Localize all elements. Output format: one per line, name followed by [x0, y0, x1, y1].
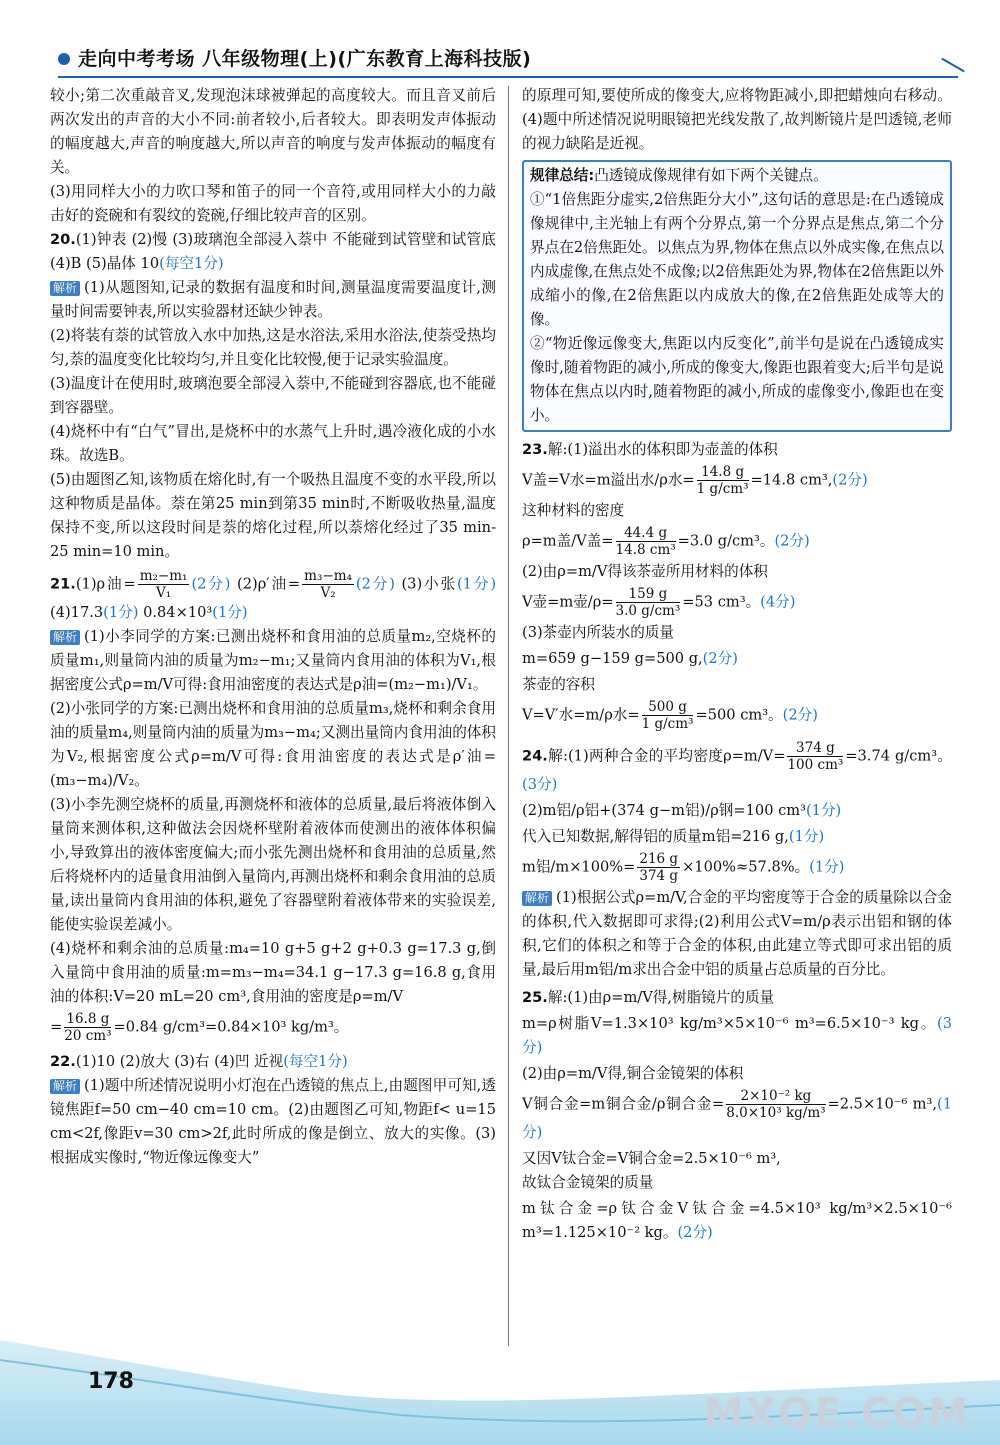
q19-part3: (3)用同样大小的力吹口琴和笛子的同一个音符,或用同样大小的力敲击好的瓷碗和有裂纹的瓷碗,仔细比较声音的区别。	[50, 183, 496, 224]
q21-score-4: (1分)	[103, 604, 139, 621]
q24-line-2	[522, 799, 952, 823]
q23-line-3: (2)由ρ=m/V得该茶壶所用材料的体积	[522, 563, 768, 580]
q22-number: 22.	[50, 1053, 76, 1070]
q23-score-3: (4分)	[760, 593, 796, 611]
q21-density-fraction: $\frac{16.8 g}{\text{20 cm³}}$	[64, 1011, 112, 1044]
q24-fraction-1: $\frac{374 g}{\text{100 cm³}}$	[787, 740, 844, 773]
q23-line-5: 茶壶的容积	[522, 676, 595, 693]
header-rule-tick	[941, 58, 965, 73]
q20-answer	[50, 228, 496, 276]
q25-formula-4-text: m钛合金=ρ钛合金V钛合金=4.5×10³ kg/m³×2.5×10⁻⁶ m³=1.125×10⁻² kg。	[522, 1200, 952, 1241]
analysis-tag: 解析	[50, 630, 80, 645]
q25-line-3: 又因V钛合金=V铜合金=2.5×10⁻⁶ m³,	[522, 1150, 781, 1167]
q23-formula-3	[522, 586, 952, 619]
q23-formula-1	[522, 464, 952, 497]
column-divider	[508, 86, 509, 1346]
q21-number: 21.	[50, 575, 76, 593]
q23-text-1: 解:(1)溢出水的体积即为壶盖的体积	[547, 441, 778, 458]
q21-analysis-1-text: (1)小李同学的方案:已测出烧杯和食用油的总质量m₂,空烧杯的质量m₁,则量筒内油的质量为m₂−m₁;又量筒内食用油的体积为V₁,根据密度公式ρ=m/V可得:食用油密度的表达式是ρ油=(m₂−m₁)/V₁。	[50, 628, 496, 693]
q24-number: 24.	[522, 747, 548, 765]
q23-score-1: (2分)	[832, 471, 868, 489]
q25-formula-1-text: m=ρ树脂V=1.3×10³ kg/m³×5×10⁻⁶ m³=6.5×10⁻³ kg。	[522, 1015, 938, 1032]
q23-formula-1-lhs: V盖=V水=m溢出水/ρ水=	[522, 471, 695, 489]
q24-text-4: m铝/m×100%=	[522, 858, 636, 876]
q24-analysis	[522, 886, 952, 982]
q24-score-4: (1分)	[809, 858, 845, 876]
q23-formula-2-result: =3.0 g/cm³。	[677, 532, 775, 550]
q25-formula-4	[522, 1197, 952, 1245]
q23-fraction-5: $\frac{500 g}{\text{1 g/cm³}}$	[641, 699, 694, 732]
q24-analysis-text: (1)根据公式ρ=m/V,合金的平均密度等于合金的质量除以合金的体积,代入数据即可求得;(2)利用公式V=m/ρ表示出铝和钢的体积,它们的体积之和等于合金的体积,由此建立等式即可求出铝的质量,最后用m铝/m求出合金中铝的质量占总质量的百分比。	[522, 889, 952, 978]
q22-continuation: 的原理可知,要使所成的像变大,应将物距减小,即把蜡烛向右移动。(4)题中所述情况说明眼镜把光线发散了,故判断镜片是凹透镜,老师的视力缺陷是近视。	[522, 87, 952, 152]
q21-analysis-4: (4)烧杯和剩余油的总质量:m₄=10 g+5 g+2 g+0.3 g=17.3 g,倒入量筒中食用油的质量:m=m₃−m₄=34.1 g−17.3 g=16.8 g,食用油的体积:V=20 mL=20 cm³,食用油的密度是ρ=m/V	[50, 940, 496, 1005]
q20-analysis-3: (3)温度计在使用时,玻璃泡要全部浸入萘中,不能碰到容器底,也不能碰到容器壁。	[50, 375, 496, 416]
q23-formula-4	[522, 647, 952, 671]
q22-answer-text: (1)10 (2)放大 (3)右 (4)凹 近视	[75, 1053, 284, 1070]
analysis-tag: 解析	[50, 1079, 80, 1094]
q25-formula-2	[522, 1088, 952, 1145]
q20-number: 20.	[50, 231, 76, 248]
q21-score-1: (2分)	[191, 575, 231, 593]
q23-score-5: (2分)	[782, 706, 818, 724]
q25-number: 25.	[522, 989, 548, 1006]
q23-formula-4-text: m=659 g−159 g=500 g,	[522, 650, 703, 667]
rule-summary-heading	[530, 164, 944, 188]
q21-score-5: (1分)	[212, 604, 248, 621]
rule-point-1: ①“1倍焦距分虚实,2倍焦距分大小”,这句话的意思是:在凸透镜成像规律中,主光轴上有两个分界点,第一个分界点是焦点,第二个分界点在2倍焦距处。以焦点为界,物体在焦点以外成实像,在焦点以内成虚像,在焦点处不成像;以2倍焦距处为界,物体在2倍焦距以外成缩小的像,在2倍焦距以内成放大的像,在2倍焦距处成等大的像。	[530, 191, 944, 328]
rule-summary-box	[522, 160, 952, 432]
q23-score-2: (2分)	[774, 532, 810, 550]
left-column	[50, 84, 496, 1170]
q25-score-2: (1分)	[522, 1095, 952, 1141]
q25-line-2: (2)由ρ=m/V得,铜合金镜架的体积	[522, 1065, 744, 1082]
watermark-logo: MXQE.COM	[703, 1391, 970, 1437]
q21-ans-5: 0.84×10³	[143, 604, 213, 621]
q23-line-4: (3)茶壶内所装水的质量	[522, 624, 675, 641]
q21-analysis-3: (3)小李先测空烧杯的质量,再测烧杯和液体的总质量,最后将液体倒入量筒来测体积,这种做法会因烧杯壁附着液体而使测出的液体体积偏小,导致算出的液体密度偏大;而小张先测出烧杯和食用油的总质量,然后将烧杯内的适量食用油倒入量筒内,再测出烧杯和剩余食用油的总质量,读出量筒内食用油的体积,避免了容器壁附着液体带来的实验误差,能使实验误差减小。	[50, 796, 496, 933]
q21-ans-1: (1)ρ油=	[75, 575, 136, 593]
q25-text-1: 解:(1)由ρ=m/V得,树脂镜片的质量	[547, 989, 775, 1006]
q23-formula-5	[522, 699, 952, 732]
q21-answer	[50, 568, 496, 625]
q21-analysis-2: (2)小张同学的方案:已测出烧杯和食用油的总质量m₃,烧杯和剩余食用油的质量m₄,则量筒内油的质量为m₃−m₄;又测出量筒内食用油的体积为V₂,根据密度公式ρ=m/V可得:食用油密度的表达式是ρ′油=(m₃−m₄)/V₂。	[50, 700, 496, 789]
q23-fraction-1: $\frac{14.8 g}{\text{1 g/cm³}}$	[696, 464, 749, 497]
q24-score-2: (1分)	[805, 802, 842, 819]
q23-formula-2-lhs: ρ=m盖/V盖=	[522, 532, 614, 550]
q24-result-1: =3.74 g/cm³。	[845, 747, 952, 765]
analysis-tag: 解析	[522, 891, 552, 906]
q20-analysis-1	[50, 276, 496, 324]
q21-fraction-1: $\frac{\text{m₂−m₁}}{\text{V₁}}$	[139, 568, 188, 601]
q21-score-2: (2分)	[355, 575, 395, 593]
q24-line-3	[522, 825, 952, 849]
q23-formula-5-lhs: V=V′水=m/ρ水=	[522, 706, 640, 724]
q22-analysis-1-text: (1)题中所述情况说明小灯泡在凸透镜的焦点上,由题图甲可知,透镜焦距f=50 cm−40 cm=10 cm。(2)由题图乙可知,物距f< u=15 cm<2f,像距v=30 cm>2f,此时所成的像是倒立、放大的实像。(3)根据成实像时,“物近像远像变大”	[50, 1077, 496, 1166]
q20-analysis-2: (2)将装有萘的试管放入水中加热,这是水浴法,采用水浴法,使萘受热均匀,萘的温度变化比较均匀,并且变化比较慢,便于记录实验温度。	[50, 327, 496, 368]
q24-text-1: 解:(1)两种合金的平均密度ρ=m/V=	[547, 747, 786, 765]
q25-score-1: (3分)	[522, 1015, 952, 1056]
q25-score-4: (2分)	[677, 1224, 713, 1241]
q25-formula-1	[522, 1012, 952, 1060]
q24-fraction-4: $\frac{216 g}{374 g}$	[639, 851, 679, 884]
q23-formula-3-result: =53 cm³。	[682, 593, 761, 611]
q23-line-1	[522, 438, 952, 462]
q20-analysis-1-text: (1)从题图知,记录的数据有温度和时间,测量温度需要温度计,测量时间需要钟表,所以实验器材还缺少钟表。	[50, 279, 496, 320]
analysis-tag: 解析	[50, 281, 80, 296]
q21-density-result: =0.84 g/cm³=0.84×10³ kg/m³。	[113, 1018, 349, 1036]
q23-score-4: (2分)	[702, 650, 738, 667]
q22-score: (每空1分)	[283, 1053, 348, 1070]
page-number: 178	[88, 1369, 134, 1394]
q21-ans-4: (4)17.3	[50, 604, 104, 621]
q23-fraction-3: $\frac{159 g}{\text{3.0 g/cm³}}$	[615, 586, 681, 619]
q25-formula-2-lhs: V铜合金=m铜合金/ρ铜合金=	[522, 1095, 725, 1113]
q22-answer	[50, 1050, 496, 1074]
q21-ans-2: (2)ρ′油=	[237, 575, 301, 593]
q23-formula-5-result: =500 cm³。	[695, 706, 783, 724]
q21-analysis-1	[50, 625, 496, 697]
header-rule	[58, 76, 958, 78]
q24-score-3: (1分)	[788, 828, 825, 845]
q23-fraction-2: $\frac{44.4 g}{\text{14.8 cm³}}$	[615, 525, 676, 558]
q24-score-1: (3分)	[522, 776, 558, 793]
q20-answer-text: (1)钟表 (2)慢 (3)玻璃泡全部浸入萘中 不能碰到试管壁和试管底 (4)B (5)晶体 10	[50, 231, 496, 272]
q21-ans-3: (3)小张	[401, 575, 457, 593]
q25-line-4: 故钛合金镜架的质量	[522, 1174, 654, 1191]
q24-text-2: (2)m铝/ρ铝+(374 g−m铝)/ρ钢=100 cm³	[522, 802, 806, 819]
q25-formula-2-result: =2.5×10⁻⁶ m³,	[827, 1095, 938, 1113]
page-header	[0, 0, 1000, 90]
q25-fraction-2: $\frac{\text{2×10⁻² kg}}{\text{8.0×10³ kg/m³}}$	[726, 1088, 826, 1121]
q24-line-1	[522, 740, 952, 797]
q20-score: (每空1分)	[159, 255, 224, 272]
header-bullet-icon	[58, 53, 70, 65]
q20-analysis-4: (4)烧杯中有“白气”冒出,是烧杯中的水蒸气上升时,遇冷液化成的小水珠。故选B。	[50, 423, 496, 464]
q24-result-4: ×100%≈57.8%。	[682, 858, 810, 876]
q21-analysis-5: = $\frac{16.8 g}{\text{20 cm³}}$ =0.84 g/cm³=0.84×10³ kg/m³。	[50, 1011, 349, 1044]
q24-line-4	[522, 851, 952, 884]
q25-line-1	[522, 986, 952, 1010]
q19-continuation: 较小;第二次重敲音叉,发现泡沫球被弹起的高度较大。而且音叉前后两次发出的声音的大小不同:前者较小,后者较大。即表明发声体振动的幅度越大,声音的响度越大,所以声音的响度与发声体振动的幅度有关。	[50, 87, 496, 176]
q21-score-3: (1分)	[456, 575, 497, 593]
q20-analysis-5: (5)由题图乙知,该物质在熔化时,有一个吸热且温度不变的水平段,所以这种物质是晶体。萘在第25 min到第35 min时,不断吸收热量,温度保持不变,所以这段时间是萘的熔化过程,所以萘熔化经过了35 min-25 min=10 min。	[50, 471, 496, 560]
rule-summary-title: 规律总结:	[530, 167, 595, 184]
header-title: 走向中考考场 八年级物理(上)(广东教育上海科技版)	[78, 48, 532, 70]
rule-summary-intro: 凸透镜成像规律有如下两个关键点。	[594, 167, 828, 184]
rule-point-2: ②“物近像远像变大,焦距以内反变化”,前半句是说在凸透镜成实像时,随着物距的减小,所成的像变大,像距也跟着变大;后半句是说物体在焦点以内时,随着物距的减小,所成的虚像变小,像距也在变小。	[530, 335, 944, 424]
q23-formula-2	[522, 525, 952, 558]
right-column	[522, 84, 952, 1247]
q24-text-3: 代入已知数据,解得铝的质量m铝=216 g,	[522, 828, 789, 845]
q23-formula-1-result: =14.8 cm³,	[750, 471, 833, 489]
q23-number: 23.	[522, 441, 548, 458]
q22-analysis-1	[50, 1074, 496, 1170]
q23-formula-3-lhs: V壶=m壶/ρ=	[522, 593, 614, 611]
q23-line-2: 这种材料的密度	[522, 502, 625, 519]
q21-fraction-2: $\frac{\text{m₃−m₄}}{\text{V₂}}$	[304, 568, 352, 601]
